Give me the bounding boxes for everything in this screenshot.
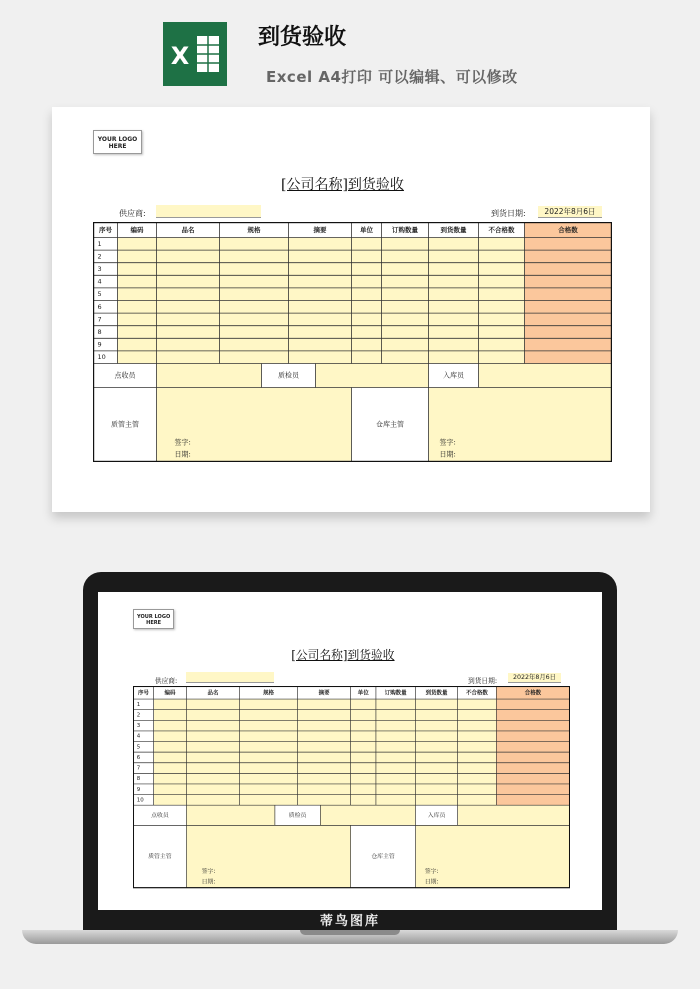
column-header: 到货数量 — [440, 226, 467, 234]
page-title: 到货验收 — [258, 25, 347, 50]
watermark: 蒂鸟图库 — [319, 914, 380, 929]
row-number: 10 — [97, 353, 106, 362]
warehouse-sign-label: 签字: — [439, 438, 456, 447]
warehouse-clerk-label: 入库员 — [443, 371, 464, 380]
warehouse-sign-label: 签字: — [424, 869, 439, 876]
column-header: 序号 — [138, 690, 150, 697]
qa-date-label: 日期: — [174, 450, 191, 459]
column-header: 品名 — [207, 690, 219, 697]
excel-icon — [163, 22, 227, 86]
column-header: 编码 — [130, 226, 144, 234]
row-number: 5 — [97, 290, 102, 299]
supplier-label: 供应商: — [119, 209, 146, 218]
qualified-column-fill — [496, 687, 569, 806]
warehouse-date-label: 日期: — [439, 450, 456, 459]
row-number: 2 — [136, 712, 141, 719]
qa-date-label: 日期: — [201, 879, 216, 886]
row-number: 5 — [136, 744, 141, 751]
warehouse-clerk-label: 入库员 — [427, 813, 446, 820]
warehouse-manager-label: 仓库主管 — [376, 420, 404, 429]
column-header: 合格数 — [558, 226, 578, 234]
column-header: 单位 — [357, 690, 369, 697]
column-header: 编码 — [164, 690, 176, 697]
column-header: 合格数 — [524, 690, 542, 697]
laptop-notch — [300, 930, 400, 935]
warehouse-manager-label: 仓库主管 — [371, 854, 395, 861]
excel-letter: X — [170, 42, 190, 70]
supplier-label: 供应商: — [154, 676, 178, 685]
company-logo-placeholder: YOUR LOGO HERE — [133, 609, 174, 629]
row-number: 3 — [136, 723, 141, 730]
arrival-date-label: 到货日期: — [491, 209, 526, 218]
column-header: 规格 — [263, 690, 275, 697]
column-header: 不合格数 — [466, 690, 488, 697]
qa-sign-label: 签字: — [201, 869, 216, 876]
row-number: 8 — [97, 328, 102, 336]
row-number: 2 — [97, 252, 102, 261]
inspector-label: 质检员 — [288, 813, 307, 820]
column-header: 序号 — [99, 226, 112, 234]
row-number: 8 — [136, 776, 141, 783]
page-subtitle: Excel A4打印 可以编辑、可以修改 — [266, 68, 518, 86]
qualified-column-fill — [525, 223, 612, 364]
column-header: 不合格数 — [488, 226, 515, 234]
qa-sign-label: 签字: — [174, 438, 191, 447]
warehouse-date-label: 日期: — [424, 879, 439, 886]
form-title: [公司名称]到货验收 — [291, 648, 395, 663]
column-header: 到货数量 — [425, 690, 448, 697]
receiver-label: 点收员 — [114, 371, 136, 380]
row-number: 9 — [136, 787, 141, 794]
receiving-form-main — [93, 130, 611, 462]
receiver-label: 点收员 — [151, 813, 169, 820]
row-number: 1 — [136, 702, 141, 709]
row-number: 9 — [97, 340, 102, 349]
column-header: 订购数量 — [392, 226, 418, 234]
row-number: 10 — [136, 797, 144, 804]
receiving-form-laptop — [133, 609, 569, 886]
row-number: 4 — [97, 277, 102, 286]
acceptance-table — [93, 222, 612, 462]
row-number: 4 — [136, 734, 141, 741]
row-number: 6 — [136, 755, 141, 762]
arrival-date-input[interactable]: 2022年8月6日 — [538, 206, 602, 218]
inspector-label: 质检员 — [278, 371, 299, 380]
qa-manager-label: 质管主管 — [111, 420, 139, 429]
form-title: [公司名称]到货验收 — [281, 177, 404, 193]
row-number: 1 — [97, 239, 102, 248]
column-header: 摘要 — [318, 690, 330, 697]
qa-manager-label: 质管主管 — [148, 854, 172, 861]
acceptance-table — [133, 686, 570, 888]
row-number: 6 — [97, 302, 102, 311]
column-header: 摘要 — [313, 226, 327, 234]
arrival-date-input[interactable]: 2022年8月6日 — [508, 673, 562, 683]
column-header: 单位 — [360, 226, 373, 234]
row-number: 7 — [136, 765, 141, 772]
company-logo-placeholder: YOUR LOGO HERE — [93, 130, 142, 154]
column-header: 订购数量 — [384, 690, 407, 697]
row-number: 7 — [97, 315, 102, 324]
row-number: 3 — [97, 265, 102, 273]
column-header: 规格 — [247, 226, 261, 234]
arrival-date-label: 到货日期: — [467, 676, 498, 685]
supplier-input[interactable] — [186, 672, 274, 683]
supplier-input[interactable] — [156, 205, 261, 218]
column-header: 品名 — [181, 226, 195, 234]
